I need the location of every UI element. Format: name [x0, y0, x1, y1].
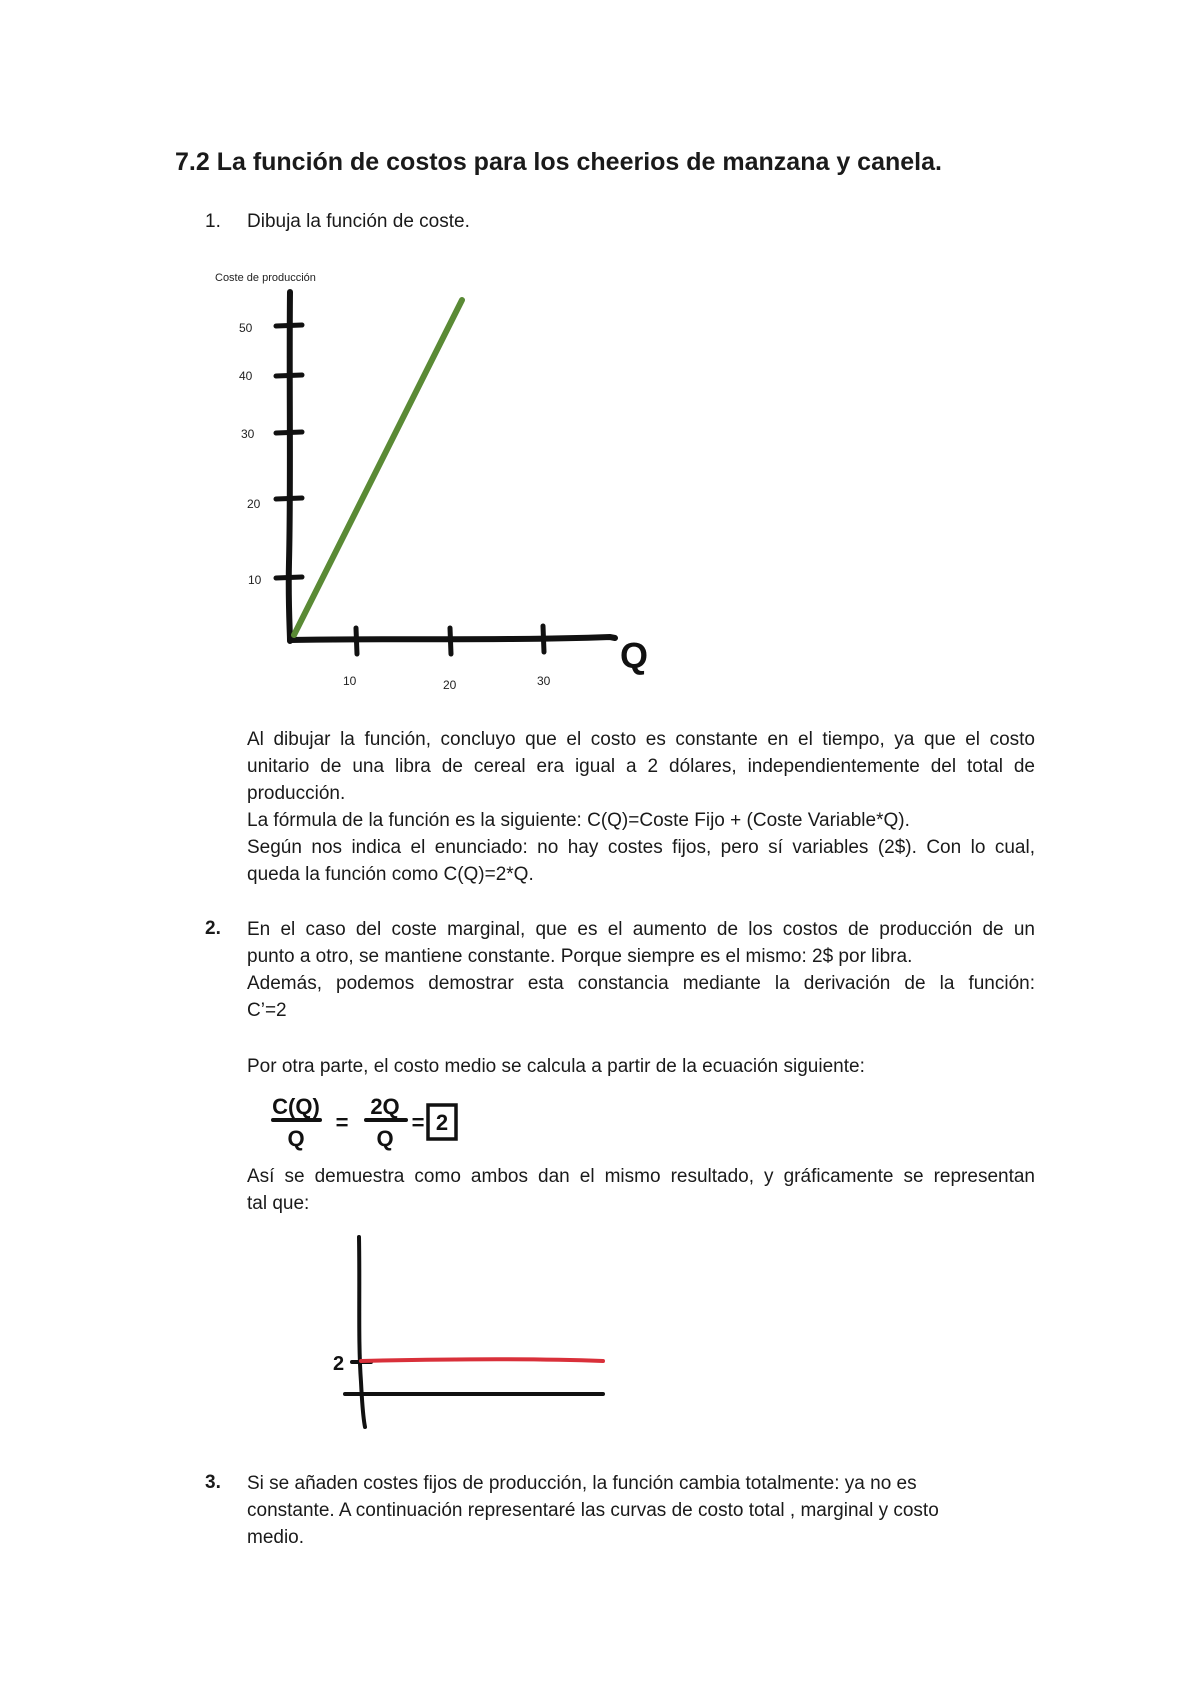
formula-denominator: Q — [287, 1126, 305, 1151]
y-tick-50 — [276, 325, 302, 326]
text-line: La fórmula de la función es la siguiente: C(Q)=Coste Fijo + (Coste Variable*Q). — [247, 810, 910, 831]
y-tick-label: 40 — [239, 369, 253, 383]
text-line: C’=2 — [247, 1000, 287, 1021]
text-line: Al dibujar la función, concluyo que el costo es constante en el tiempo, ya que el costo — [247, 729, 1035, 750]
text-line: medio. — [247, 1527, 305, 1548]
text-line: producción. — [247, 783, 346, 804]
formula-numerator: C(Q) — [272, 1094, 320, 1119]
y-tick-20 — [276, 498, 302, 499]
x-axis-label: Q — [620, 635, 649, 676]
formula-denominator: Q — [376, 1126, 394, 1151]
item-2-paragraph — [247, 916, 1035, 1024]
item-2-paragraph-3 — [247, 1163, 1035, 1217]
cost-function-line — [294, 300, 462, 635]
x-tick-label: 30 — [537, 674, 551, 688]
x-tick-30 — [543, 626, 544, 652]
y-tick-label: 20 — [247, 497, 261, 511]
marginal-average-cost-chart — [325, 1232, 615, 1432]
y-tick-label: 30 — [241, 427, 255, 441]
y-tick-label: 50 — [239, 321, 253, 335]
item-2-number: 2. — [205, 918, 221, 939]
x-tick-label: 20 — [443, 678, 457, 692]
y-tick-label: 2 — [333, 1353, 345, 1375]
item-1-paragraph — [247, 726, 1035, 888]
y-tick-10 — [276, 577, 302, 578]
x-tick-label: 10 — [343, 674, 357, 688]
formula-numerator: 2Q — [370, 1094, 400, 1119]
text-line: queda la función como C(Q)=2*Q. — [247, 864, 534, 885]
text-line: punto a otro, se mantiene constante. Porque siempre es el mismo: 2$ por libra. — [247, 946, 913, 967]
item-3-number: 3. — [205, 1472, 221, 1493]
x-tick-20 — [450, 628, 451, 654]
cost-function-chart — [200, 262, 670, 702]
y-tick-label: 10 — [248, 573, 262, 587]
section-title: 7.2 La función de costos para los cheerios de manzana y canela. — [175, 148, 942, 176]
text-line: constante. A continuación representaré las curvas de costo total , marginal y costo — [247, 1500, 939, 1521]
equals-sign: = — [335, 1110, 349, 1135]
text-line: Además, podemos demostrar esta constancia mediante la derivación de la función: — [247, 973, 1035, 994]
item-3-paragraph — [247, 1470, 1007, 1551]
text-line: En el caso del coste marginal, que es el aumento de los costos de producción de un — [247, 919, 1035, 940]
y-tick-30 — [276, 432, 302, 433]
text-line: Según nos indica el enunciado: no hay costes fijos, pero sí variables (2$). Con lo cual, — [247, 837, 1035, 858]
y-axis-line — [359, 1237, 365, 1427]
text-line: Así se demuestra como ambos dan el mismo resultado, y gráficamente se representan — [247, 1166, 1035, 1187]
formula-result: 2 — [435, 1110, 449, 1135]
item-1-heading: Dibuja la función de coste. — [247, 211, 470, 232]
x-tick-10 — [356, 628, 357, 654]
text-line: Si se añaden costes fijos de producción, la función cambia totalmente: ya no es — [247, 1473, 917, 1494]
equals-sign: = — [411, 1110, 425, 1135]
item-2-paragraph-2 — [247, 1053, 1035, 1080]
y-tick-40 — [276, 375, 302, 376]
text-line: tal que: — [247, 1193, 310, 1214]
average-cost-formula — [268, 1092, 468, 1152]
y-axis-line — [289, 292, 290, 641]
text-line: unitario de una libra de cereal era igual a 2 dólares, independientemente del total de — [247, 756, 1035, 777]
text-line: Por otra parte, el costo medio se calcula a partir de la ecuación siguiente: — [247, 1056, 865, 1077]
marginal-average-cost-line — [361, 1359, 603, 1361]
y-axis-label: Coste de producción — [215, 272, 316, 284]
item-1-number: 1. — [205, 211, 221, 232]
